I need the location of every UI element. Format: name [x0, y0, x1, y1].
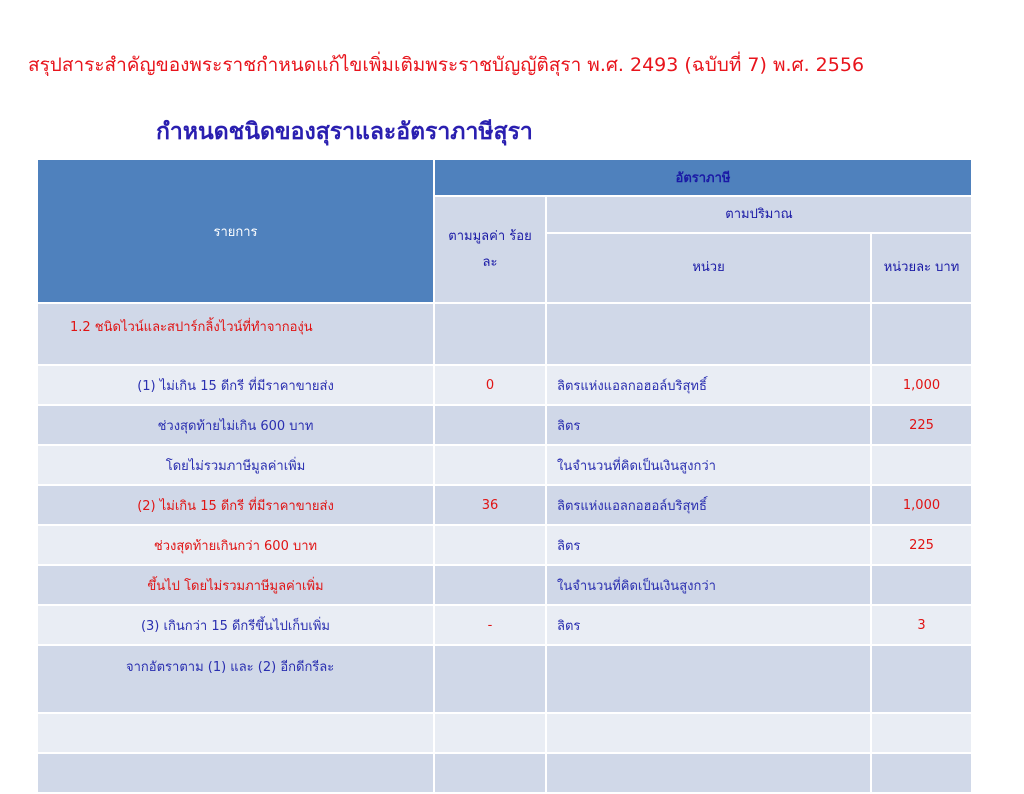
- table-row: [37, 605, 972, 645]
- row-value-pct: [434, 525, 546, 565]
- header-item: รายการ: [37, 159, 434, 303]
- table-row: [37, 565, 972, 605]
- row-baht: [871, 303, 972, 365]
- row-item: 1.2 ชนิดไวน์และสปาร์กลิ้งไวน์ที่ทำจากองุ่น: [37, 303, 434, 365]
- row-item: ช่วงสุดท้ายเกินกว่า 600 บาท: [37, 525, 434, 565]
- header-baht-per-unit: หน่วยละ บาท: [871, 233, 972, 303]
- row-unit: [546, 713, 871, 753]
- row-item: จากอัตราตาม (1) และ (2) อีกดีกรีละ: [37, 645, 434, 713]
- row-unit: ลิตรแห่งแอลกอฮอล์บริสุทธิ์: [546, 365, 871, 405]
- row-unit: ลิตรแห่งแอลกอฮอล์บริสุทธิ์: [546, 485, 871, 525]
- row-value-pct: [434, 753, 546, 793]
- row-value-pct: [434, 303, 546, 365]
- row-value-pct: [434, 565, 546, 605]
- tax-rate-table: [36, 158, 973, 794]
- row-unit: [546, 303, 871, 365]
- row-value-pct: [434, 713, 546, 753]
- row-unit: [546, 753, 871, 793]
- row-item: ขึ้นไป โดยไม่รวมภาษีมูลค่าเพิ่ม: [37, 565, 434, 605]
- row-unit: ในจำนวนที่คิดเป็นเงินสูงกว่า: [546, 565, 871, 605]
- table-row: [37, 405, 972, 445]
- row-value-pct: 0: [434, 365, 546, 405]
- table-row: [37, 445, 972, 485]
- row-item: (2) ไม่เกิน 15 ดีกรี ที่มีราคาขายส่ง: [37, 485, 434, 525]
- document-title: สรุปสาระสำคัญของพระราชกำหนดแก้ไขเพิ่มเติมพระราชบัญญัติสุรา พ.ศ. 2493 (ฉบับที่ 7) พ.ศ. 2556: [28, 54, 865, 76]
- row-value-pct: -: [434, 605, 546, 645]
- row-item: ช่วงสุดท้ายไม่เกิน 600 บาท: [37, 405, 434, 445]
- row-item: โดยไม่รวมภาษีมูลค่าเพิ่ม: [37, 445, 434, 485]
- row-baht: 3: [871, 605, 972, 645]
- row-unit: ลิตร: [546, 605, 871, 645]
- table-row: [37, 645, 972, 713]
- header-by-value: ตามมูลค่า ร้อยละ: [434, 196, 546, 303]
- row-value-pct: 36: [434, 485, 546, 525]
- row-unit: ในจำนวนที่คิดเป็นเงินสูงกว่า: [546, 445, 871, 485]
- header-tax-rate: อัตราภาษี: [434, 159, 972, 196]
- row-value-pct: [434, 405, 546, 445]
- row-unit: [546, 645, 871, 713]
- table-row: [37, 365, 972, 405]
- table-row: [37, 753, 972, 793]
- table-heading: กำหนดชนิดของสุราและอัตราภาษีสุรา: [156, 119, 533, 145]
- table-row: [37, 713, 972, 753]
- row-baht: [871, 713, 972, 753]
- row-baht: 225: [871, 525, 972, 565]
- table-row: [37, 485, 972, 525]
- table-row: [37, 525, 972, 565]
- row-baht: 225: [871, 405, 972, 445]
- row-baht: [871, 645, 972, 713]
- row-item: (3) เกินกว่า 15 ดีกรีขึ้นไปเก็บเพิ่ม: [37, 605, 434, 645]
- row-baht: 1,000: [871, 485, 972, 525]
- header-unit: หน่วย: [546, 233, 871, 303]
- row-baht: [871, 565, 972, 605]
- header-by-quantity: ตามปริมาณ: [546, 196, 972, 233]
- row-item: (1) ไม่เกิน 15 ดีกรี ที่มีราคาขายส่ง: [37, 365, 434, 405]
- row-item: [37, 713, 434, 753]
- row-baht: [871, 445, 972, 485]
- row-baht: [871, 753, 972, 793]
- row-item: [37, 753, 434, 793]
- row-unit: ลิตร: [546, 405, 871, 445]
- row-baht: 1,000: [871, 365, 972, 405]
- row-unit: ลิตร: [546, 525, 871, 565]
- table-row: [37, 303, 972, 365]
- row-value-pct: [434, 645, 546, 713]
- row-value-pct: [434, 445, 546, 485]
